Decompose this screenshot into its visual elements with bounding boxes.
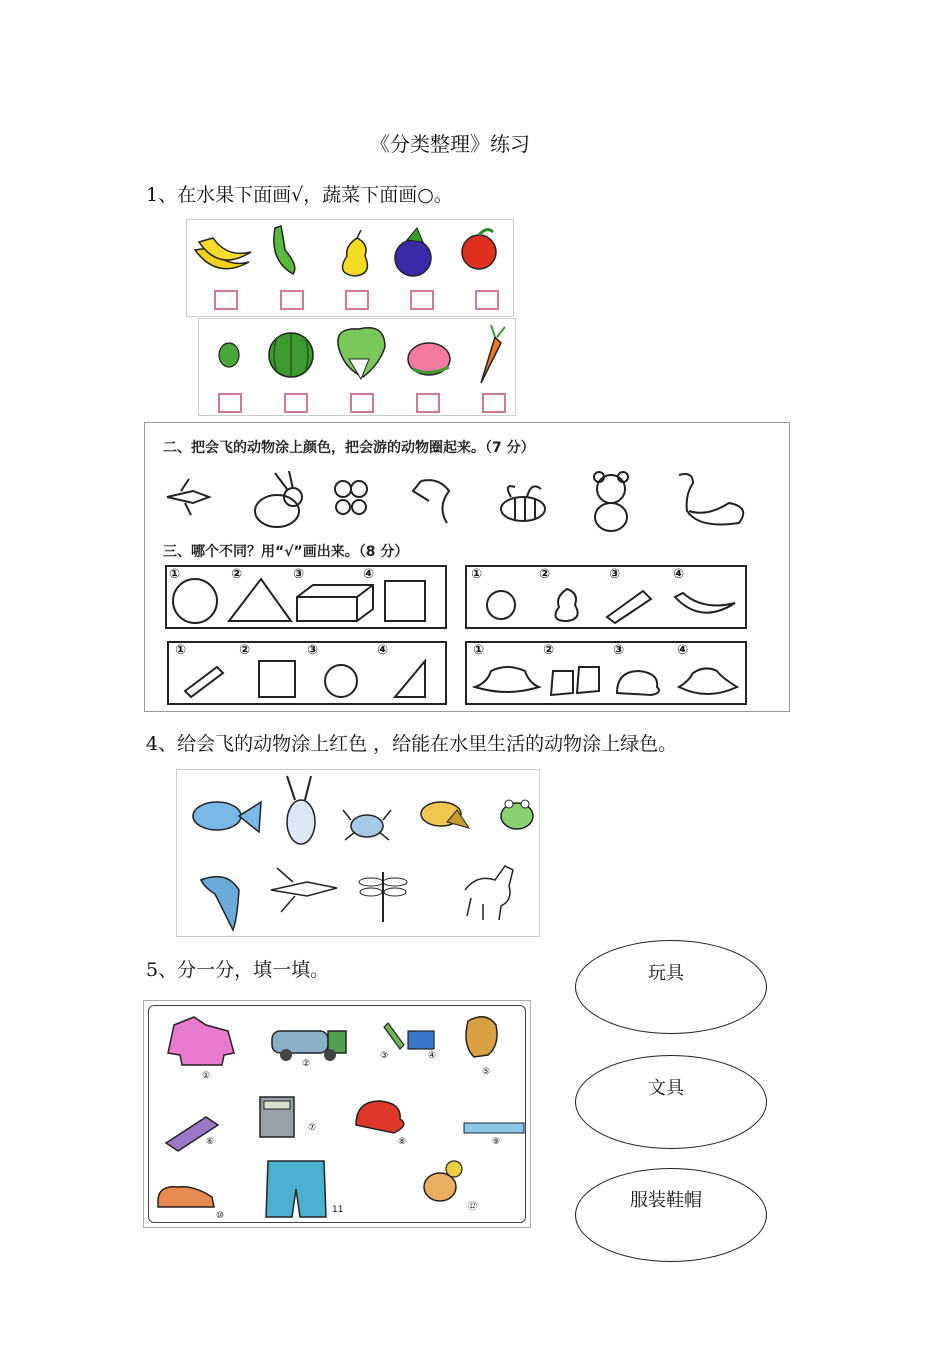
rabbit-icon — [255, 471, 302, 527]
calculator-icon — [260, 1097, 294, 1137]
dragonfly-icon — [359, 872, 407, 922]
answer-box[interactable] — [475, 290, 499, 310]
ruler-icon — [185, 667, 223, 697]
eggplant-icon — [395, 228, 431, 276]
q1-row1-panel — [186, 219, 514, 317]
sharpener-icon — [408, 1031, 434, 1049]
bear-icon — [594, 472, 628, 531]
notebook-icon — [259, 661, 295, 697]
answer-box[interactable] — [410, 290, 434, 310]
pencil-icon — [607, 591, 651, 623]
fruit-options — [467, 567, 745, 627]
answer-box[interactable] — [218, 393, 242, 413]
clothing-options — [467, 643, 745, 703]
socks-icon — [551, 667, 599, 695]
pencil-icon — [384, 1023, 404, 1049]
q5-items-panel: ① ② ③ ④ ⑤ ⑥ ⑦ ⑧ ⑨ ⑩ 11 ⑫ — [143, 1000, 531, 1228]
cap-icon — [356, 1101, 404, 1133]
toy-chick-icon — [424, 1161, 462, 1201]
answer-box[interactable] — [280, 290, 304, 310]
shoes-icon — [158, 1187, 214, 1207]
q2-animal-images — [159, 467, 779, 537]
page-title: 《分类整理》练习 — [370, 132, 530, 156]
horse-icon — [465, 866, 513, 920]
question-1-text: 1、在水果下面画√，蔬菜下面画○。 — [146, 184, 453, 206]
apple-icon — [462, 230, 496, 269]
carrot-icon — [481, 325, 505, 383]
q1-row2-panel — [198, 318, 516, 416]
hat-icon — [475, 667, 539, 692]
q1-row2-images — [199, 319, 515, 385]
q5-item-images — [144, 1001, 530, 1227]
category-ellipse-toys[interactable] — [575, 940, 767, 1034]
answer-box[interactable] — [350, 393, 374, 413]
ball-icon — [325, 665, 357, 697]
butterfly-icon — [335, 481, 367, 514]
q3-group-shapes: ① ② ③ ④ — [165, 565, 447, 629]
jacket-icon — [168, 1017, 234, 1065]
q4-animal-images — [177, 770, 539, 936]
cement-truck-icon — [272, 1031, 346, 1061]
pear-icon — [343, 230, 368, 276]
question-5-text: 5、分一分，填一填。 — [146, 959, 330, 981]
pear-icon — [555, 589, 577, 621]
cap-icon — [617, 671, 659, 695]
straw-hat-icon — [679, 668, 737, 694]
scanned-worksheet — [144, 422, 790, 712]
answer-box[interactable] — [284, 393, 308, 413]
answer-box[interactable] — [416, 393, 440, 413]
crab-icon — [343, 810, 391, 840]
q1-row1-images — [187, 220, 513, 280]
square-icon — [385, 581, 425, 621]
banana-icon — [195, 238, 251, 269]
question-3-text: 三、哪个不同？用“√”画出来。（8 分） — [163, 544, 409, 560]
bird-icon — [167, 479, 209, 515]
ruler-icon — [464, 1123, 524, 1133]
watermelon-icon — [269, 333, 313, 377]
pepper-icon — [219, 343, 239, 367]
shape-options — [167, 567, 445, 627]
apple-icon — [487, 591, 515, 619]
answer-box[interactable] — [214, 290, 238, 310]
q3-group-stationery: ① ② ③ ④ — [167, 641, 447, 705]
q3-group-fruits: ① ② ③ ④ — [465, 565, 747, 629]
swallow-icon — [271, 868, 337, 912]
toy-horse-icon — [466, 1017, 497, 1057]
answer-box[interactable] — [345, 290, 369, 310]
q3-group-clothing: ① ② ③ ④ — [465, 641, 747, 705]
question-2-text: 二、把会飞的动物涂上颜色，把会游的动物圈起来。（7 分） — [163, 440, 535, 456]
circle-icon — [173, 579, 217, 623]
parrot-icon — [413, 480, 449, 523]
rabbit-icon — [287, 776, 315, 844]
cucumber-icon — [274, 226, 295, 274]
q4-animals-panel — [176, 769, 540, 937]
category-ellipse-stationery[interactable] — [575, 1055, 767, 1149]
category-ellipse-clothing[interactable] — [575, 1168, 767, 1262]
peach-icon — [408, 343, 450, 375]
question-4-text: 4、给会飞的动物涂上红色 ，给能在水里生活的动物涂上绿色。 — [146, 733, 678, 755]
triangle-icon — [229, 579, 291, 621]
fish-icon — [193, 802, 261, 832]
set-square-icon — [395, 661, 425, 697]
cabbage-icon — [338, 328, 385, 379]
banana-icon — [675, 593, 735, 613]
bee-icon — [501, 486, 545, 521]
category-label-toys: 玩具 — [648, 963, 684, 984]
category-label-clothing: 服装鞋帽 — [630, 1190, 702, 1211]
answer-box[interactable] — [482, 393, 506, 413]
category-label-stationery: 文具 — [648, 1078, 684, 1099]
dolphin-icon — [201, 877, 239, 930]
frog-icon — [501, 800, 533, 829]
shorts-icon — [266, 1161, 326, 1217]
cuboid-icon — [297, 585, 373, 621]
bird-icon — [421, 802, 469, 828]
swan-icon — [679, 474, 743, 525]
